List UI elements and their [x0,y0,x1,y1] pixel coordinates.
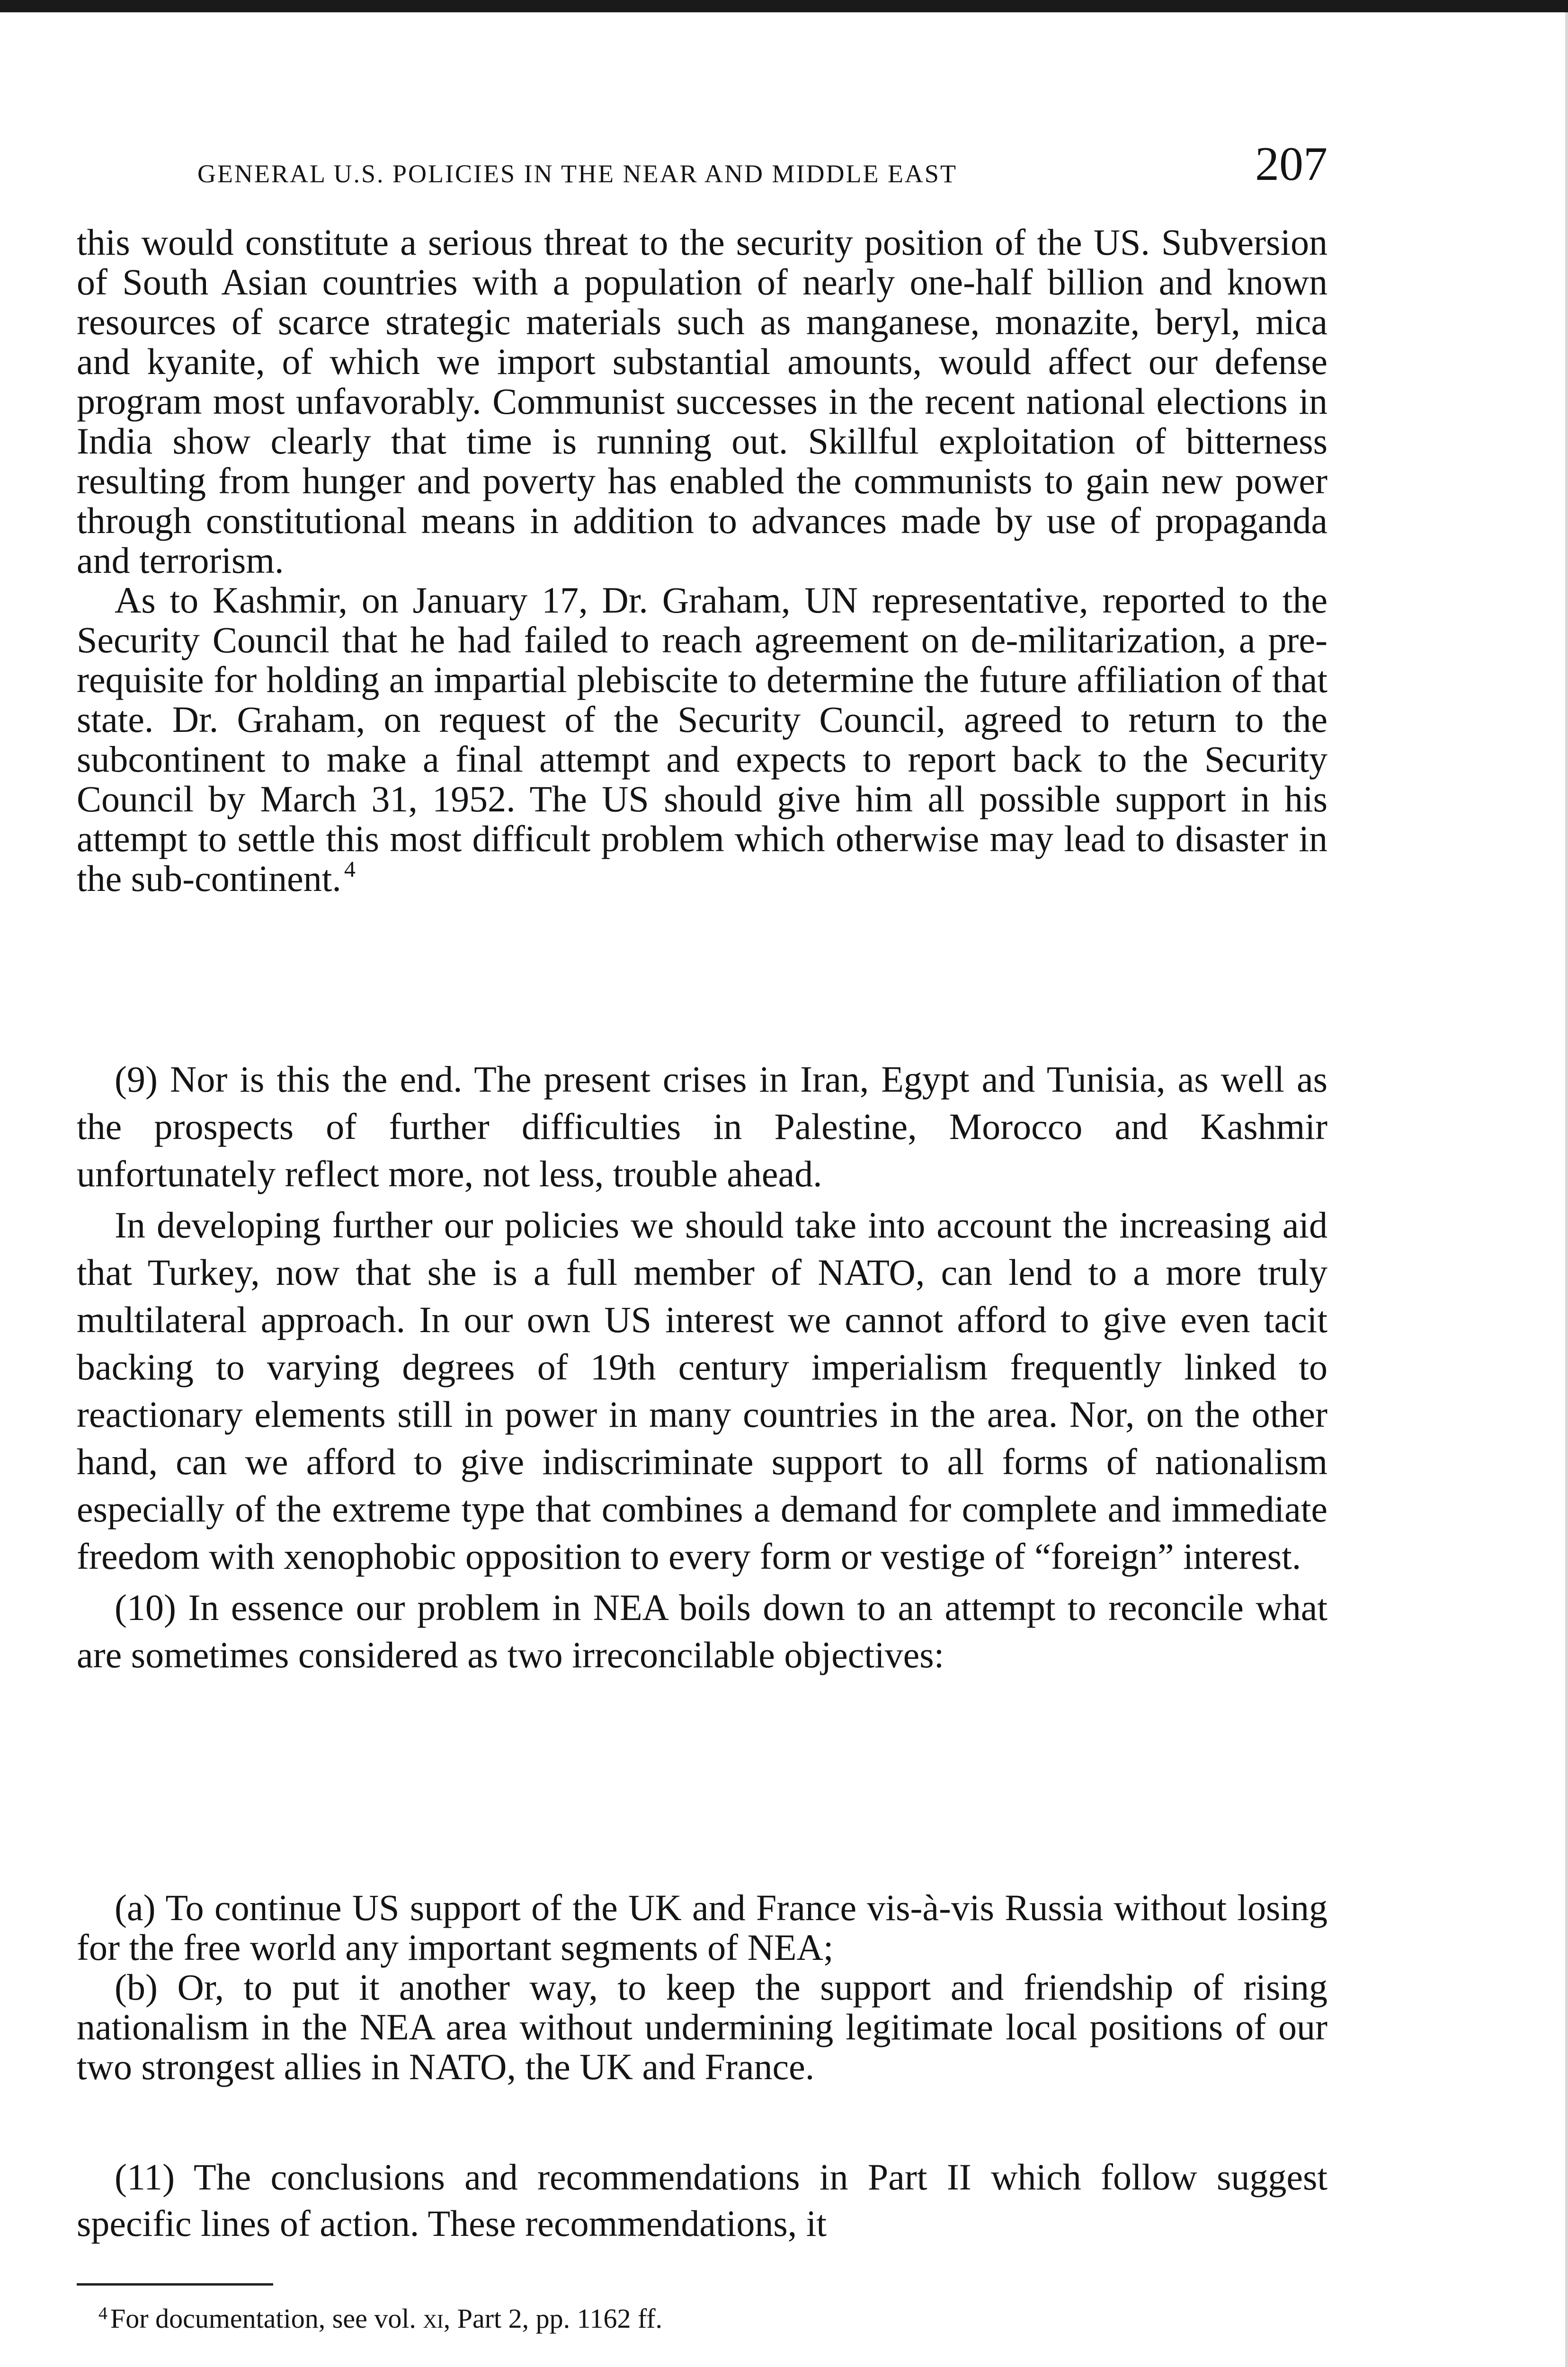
paragraph-continued: this would constitute a serious threat to the security position of the US. Subversion of South Asian countries with a population of nearly one-half billion and known resources of scarce strategic materials such as manganese, monazite, beryl, mica and kyanite, of which we import substantial amounts, would affect our defense program most unfavorably. Communist successes in the recent national elections in India show clearly that time is running out. Skillful exploitation of bitterness resulting from hunger and poverty has enabled the communists to gain new power through constitutional means in addition to advances made by use of propaganda and terrorism. [77,222,1327,581]
footnote-divider [77,2283,273,2286]
footnote-volume: xi [423,2303,444,2334]
footnote-reference: 4 [344,857,356,882]
body-block-middle [77,1056,1327,1682]
objective-item-b: (b) Or, to put it another way, to keep the support and friendship of rising nationalism in the NEA area without undermining legitimate local positions of our two strongest allies in NATO, the UK and France. [77,1967,1327,2087]
running-head: GENERAL U.S. POLICIES IN THE NEAR AND MIDDLE EAST [197,160,957,188]
page-number: 207 [1255,137,1327,191]
footnote-text-before: For documentation, see vol. [110,2303,423,2334]
paragraph-developing: In developing further our policies we should take into account the increasing aid that Turkey, now that she is a full member of NATO, can lend to a more truly multilateral approach. In our own US interest we cannot afford to give even tacit backing to varying degrees of 19th century imperialism frequently linked to reactionary elements still in power in many countries in the area. Nor, on the other hand, can we afford to give indiscriminate support to all forms of nationalism especially of the extreme type that combines a demand for complete and immediate freedom with xenophobic opposition to every form or vestige of “foreign” interest. [77,1204,1327,1577]
page-edge-shadow [1565,12,1568,2367]
paragraph-11: (11) The conclusions and recommendations in Part II which follow suggest specific lines of action. These recommendations, it [77,2156,1327,2244]
paragraph-9: (9) Nor is this the end. The present crises in Iran, Egypt and Tunisia, as well as the prospects of further difficulties in Palestine, Morocco and Kashmir unfortunately reflect more, not less, trouble ahead. [77,1059,1327,1194]
body-block-lower [77,2154,1327,2247]
page-header [77,137,1327,192]
paragraph-kashmir-text: As to Kashmir, on January 17, Dr. Graham, UN representative, reported to the Security Council that he had failed to reach agreement on de-militarization, a pre-requisite for holding an impartial plebiscite to determine the future affiliation of that state. Dr. Graham, on request of the Security Council, agreed to return to the subcontinent to make a final attempt and expects to report back to the Security Council by March 31, 1952. The US should give him all possible support in his attempt to settle this most difficult problem which otherwise may lead to disaster in the sub-continent. [77,579,1327,899]
footnote-marker: 4 [98,2304,107,2323]
objective-item-a: (a) To continue US support of the UK and France vis-à-vis Russia without losing for the free world any important segments of NEA; [77,1887,1327,1968]
body-block-upper [77,222,1327,899]
paragraph-kashmir [77,580,1327,899]
top-edge-rule [0,0,1568,12]
footnote-text-after: , Part 2, pp. 1162 ff. [443,2303,663,2334]
objectives-list [77,1888,1327,2087]
footnote [98,2301,1327,2337]
paragraph-10: (10) In essence our problem in NEA boils down to an attempt to reconcile what are sometimes considered as two irreconcilable objectives: [77,1587,1327,1675]
